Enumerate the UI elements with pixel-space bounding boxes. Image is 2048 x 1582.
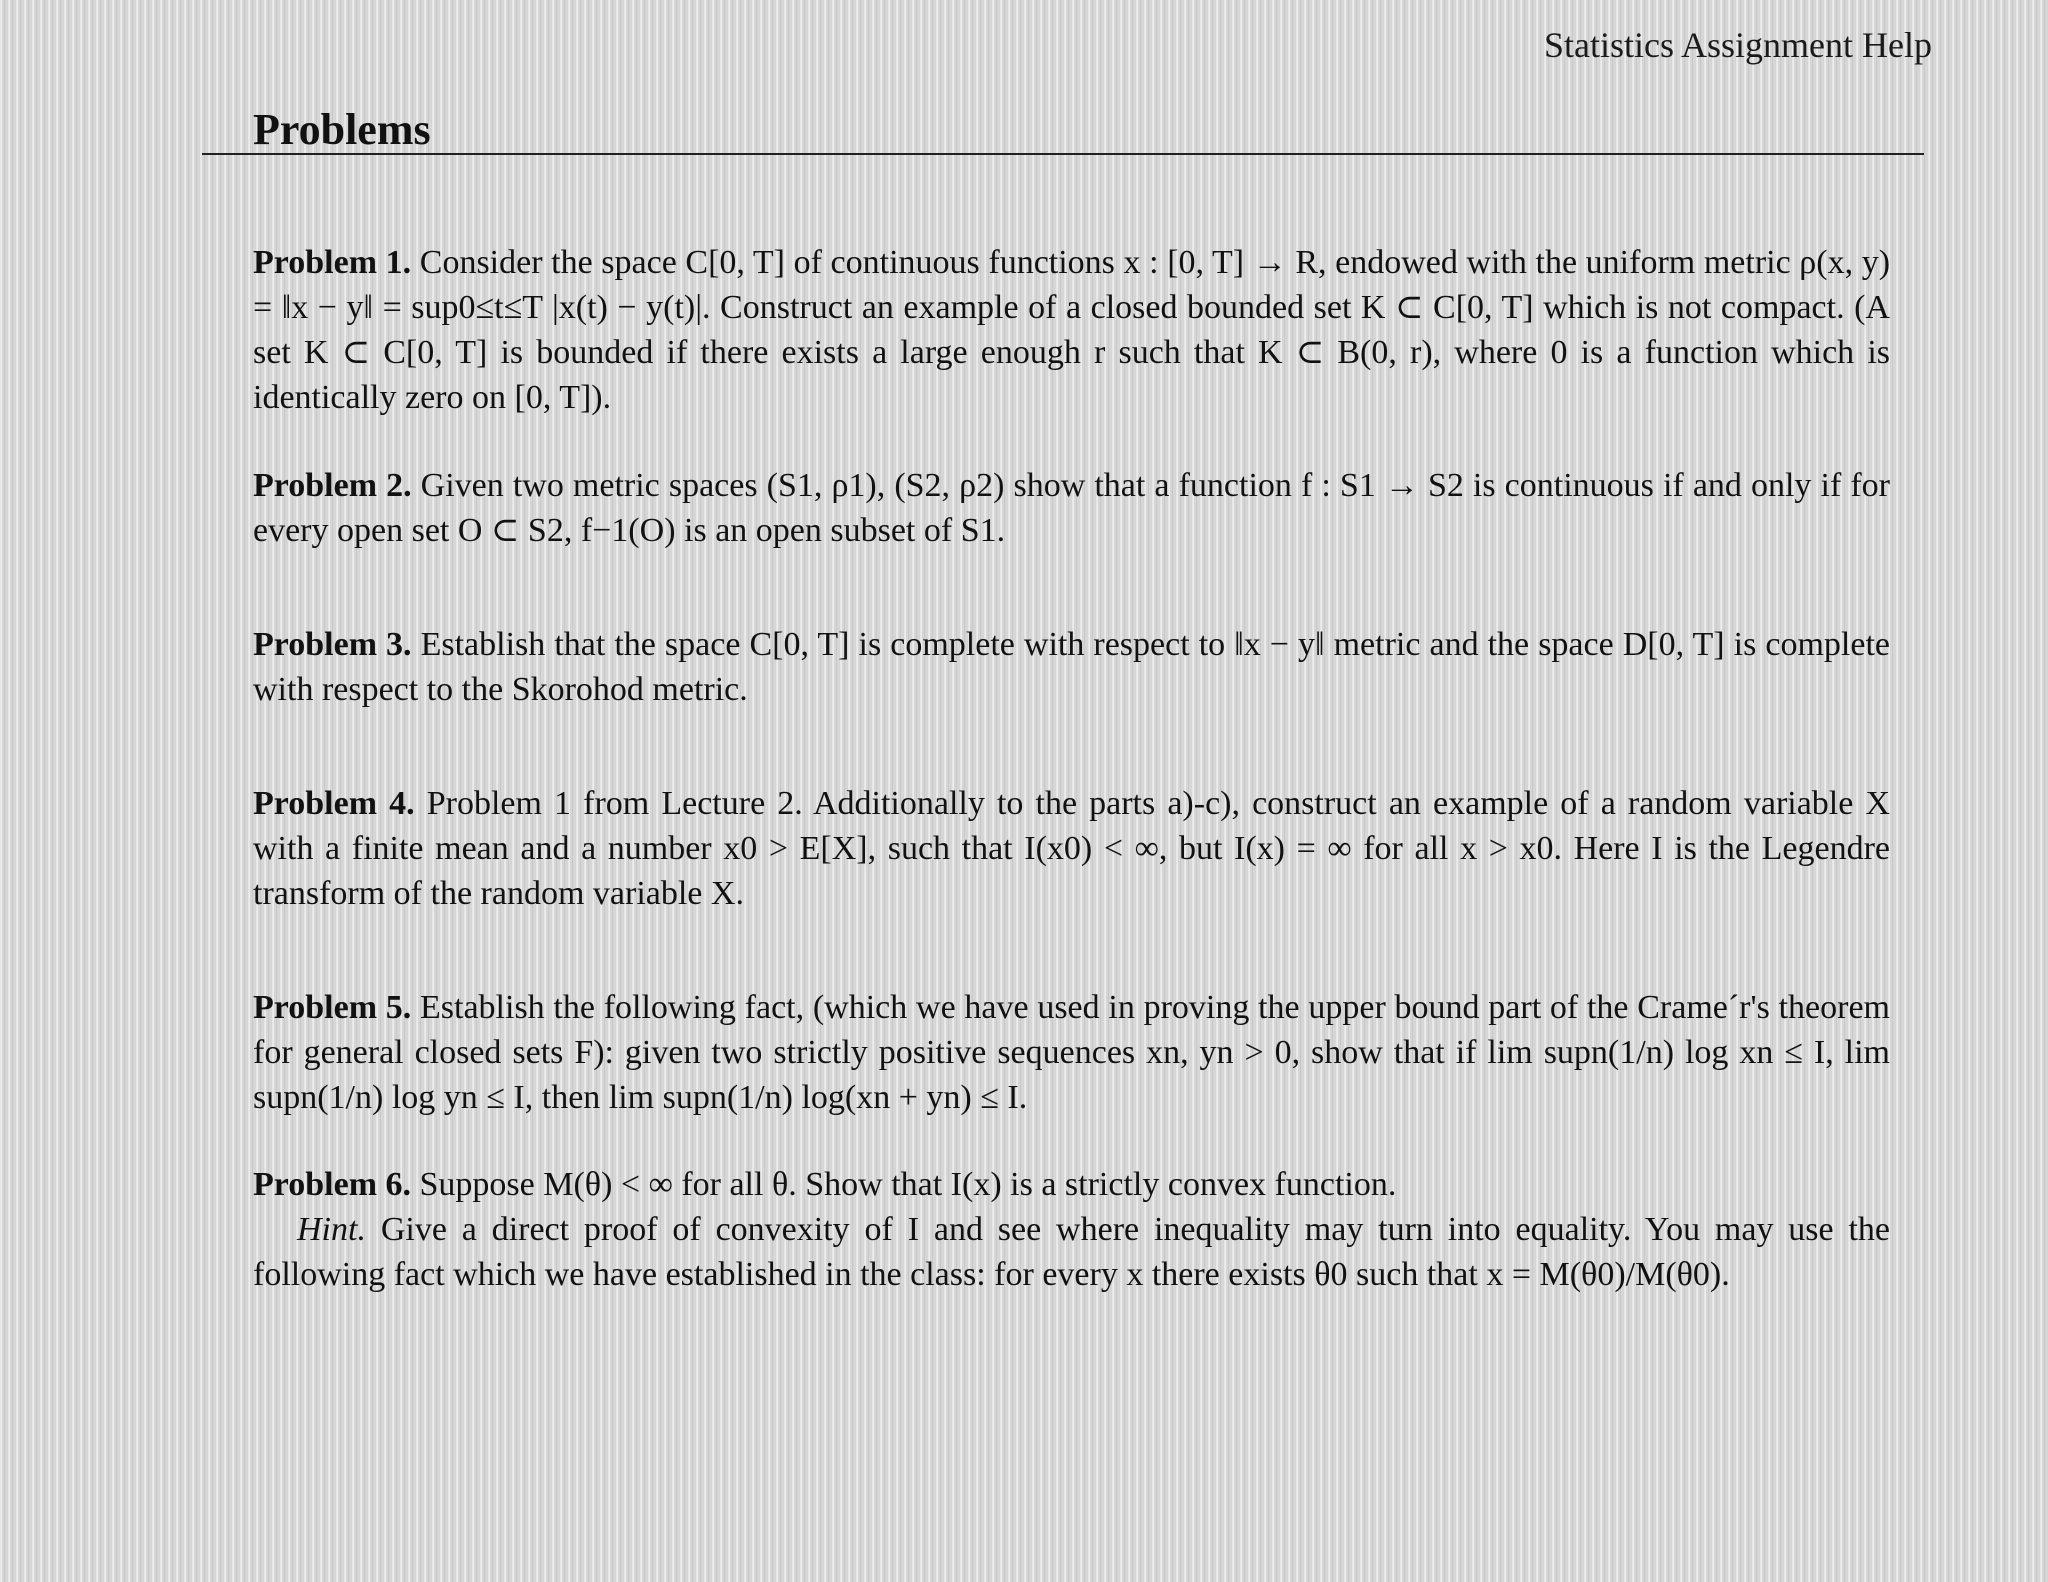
problem-text: Establish that the space C[0, T] is complete with respect to ‖x − y‖ metric and the space D[0, T] is complete with respect to the Skorohod metric.: [253, 626, 1891, 708]
problem-hint: [253, 1207, 1890, 1297]
problem-label: Problem 6.: [253, 1166, 412, 1203]
problem-label: Problem 3.: [253, 626, 412, 663]
problem-text: Suppose M(θ) < ∞ for all θ. Show that I(x) is a strictly convex function.: [419, 1166, 1397, 1203]
page-header: Statistics Assignment Help: [1543, 25, 1932, 65]
title-divider: [202, 153, 1924, 155]
problem-label: Problem 4.: [253, 785, 415, 822]
problem-1: [253, 240, 1890, 420]
hint-text: Give a direct proof of convexity of I and see where inequality may turn into equality. You may use the following fact which we have established in the class: for every x there exists θ0 such that x = M(θ0)/M(θ0).: [253, 1211, 1891, 1293]
problem-label: Problem 2.: [253, 467, 412, 504]
problem-text: Consider the space C[0, T] of continuous functions x : [0, T] → R, endowed with the uniform metric ρ(x, y) = ‖x − y‖ = sup0≤t≤T |x(t) − y(t)|. Construct an example of a closed bounded set K ⊂ C[0, T] which is not compact. (A set K ⊂ C[0, T] is bounded if there exists a large enough r such that K ⊂ B(0, r), where 0 is a function which is identically zero on [0, T]).: [253, 244, 1891, 416]
problem-2: [253, 463, 1890, 553]
hint-label: Hint.: [297, 1211, 366, 1248]
problem-label: Problem 5.: [253, 989, 412, 1026]
problem-6: [253, 1162, 1890, 1297]
problem-3: [253, 622, 1890, 712]
problem-text: Given two metric spaces (S1, ρ1), (S2, ρ2) show that a function f : S1 → S2 is continuous if and only if for every open set O ⊂ S2, f−1(O) is an open subset of S1.: [253, 467, 1890, 549]
problem-5: [253, 985, 1890, 1120]
problem-label: Problem 1.: [253, 244, 412, 281]
problem-4: [253, 781, 1890, 916]
problem-text: Problem 1 from Lecture 2. Additionally to the parts a)-c), construct an example of a random variable X with a finite mean and a number x0 > E[X], such that I(x0) < ∞, but I(x) = ∞ for all x > x0. Here I is the Legendre transform of the random variable X.: [253, 785, 1891, 912]
section-title: Problems: [253, 105, 431, 154]
problem-text: Establish the following fact, (which we have used in proving the upper bound part of the Crame´r's theorem for general closed sets F): given two strictly positive sequences xn, yn > 0, show that if lim supn(1/n) log xn ≤ I, lim supn(1/n) log yn ≤ I, then lim supn(1/n) log(xn + yn) ≤ I.: [253, 989, 1891, 1116]
